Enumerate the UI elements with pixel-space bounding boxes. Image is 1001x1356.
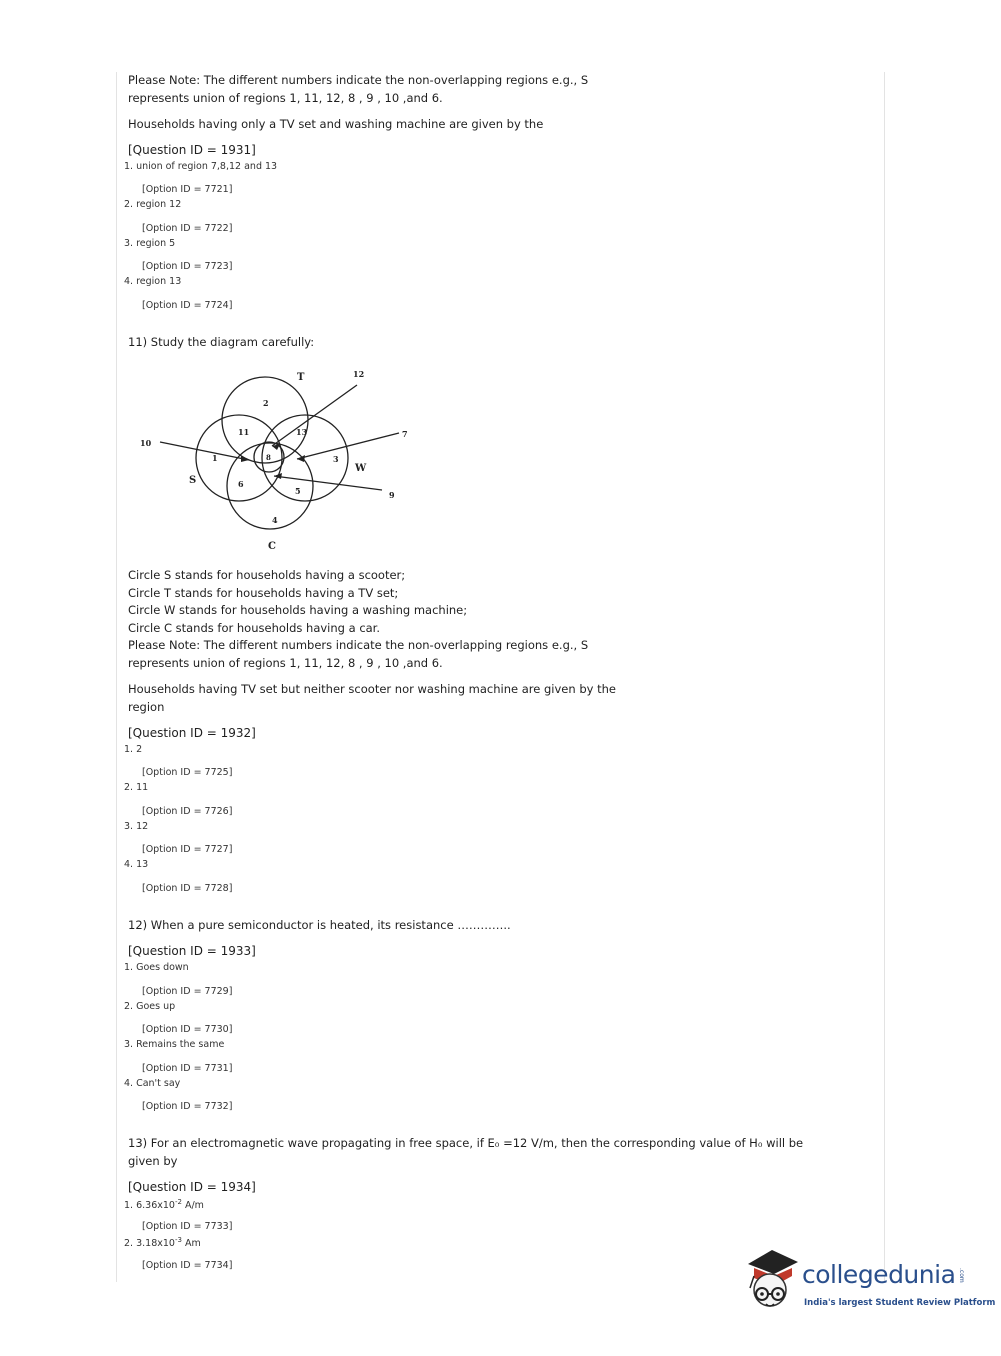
option-1[interactable]: 1. Goes down [124,962,189,973]
question-text: Households having only a TV set and washing machine are given by the [128,117,544,131]
label-s: S [189,475,197,486]
region-3: 3 [333,454,339,464]
region-10: 10 [140,438,152,448]
option-id: [Option ID = 7724] [142,300,233,311]
circle-definition: Circle S stands for households having a scooter; [128,568,406,582]
option-4[interactable]: 4. region 13 [124,276,182,287]
mascot-icon [740,1246,802,1316]
logo-wordmark: collegedunia [802,1260,956,1289]
note-line-2: represents union of regions 1, 11, 12, 8 , 9 , 10 ,and 6. [128,91,443,105]
label-c: C [268,541,276,552]
option-id: [Option ID = 7734] [142,1260,233,1271]
option-3[interactable]: 3. region 5 [124,238,176,249]
option-id: [Option ID = 7733] [142,1221,233,1232]
option-1[interactable]: 1. 2 [124,744,143,755]
question-13-heading: 13) For an electromagnetic wave propagating in free space, if E₀ =12 V/m, then the corresponding value of H₀ will be [128,1136,804,1150]
option-id: [Option ID = 7726] [142,806,233,817]
question-id: [Question ID = 1934] [128,1180,256,1194]
logo-domain: .com [958,1268,965,1283]
option-id: [Option ID = 7732] [142,1101,233,1112]
option-2[interactable]: 2. $3.18x10^{-3}$ Am [124,1236,201,1250]
option-2[interactable]: 2. region 12 [124,199,182,210]
circle-t [222,377,308,463]
option-2[interactable]: 2. 11 [124,782,149,793]
region-4: 4 [272,515,278,525]
option-2[interactable]: 2. Goes up [124,1001,176,1012]
circle-definition: Circle T stands for households having a TV set; [128,586,399,600]
page-right-border [884,72,885,1282]
circle-definition: Circle W stands for households having a washing machine; [128,603,468,617]
option-id: [Option ID = 7721] [142,184,233,195]
region-5: 5 [295,486,301,496]
collegedunia-logo[interactable] [740,1246,996,1316]
venn-diagram [132,362,422,557]
option-id: [Option ID = 7727] [142,844,233,855]
region-7: 7 [402,429,408,439]
question-id: [Question ID = 1933] [128,944,256,958]
region-11: 11 [238,427,250,437]
option-3[interactable]: 3. Remains the same [124,1039,225,1050]
option-id: [Option ID = 7730] [142,1024,233,1035]
region-9: 9 [389,490,395,500]
option-1[interactable]: 1. $6.36x10^{-2}$ A/m [124,1198,204,1212]
label-t: T [297,372,305,383]
region-6: 6 [238,479,244,489]
circle-definition: Circle C stands for households having a car. [128,621,381,635]
option-1[interactable]: 1. union of region 7,8,12 and 13 [124,161,278,172]
note-line-1: Please Note: The different numbers indicate the non-overlapping regions e.g., S [128,638,589,652]
question-13-heading-cont: given by [128,1154,178,1168]
option-3[interactable]: 3. 12 [124,821,149,832]
option-id: [Option ID = 7722] [142,223,233,234]
option-id: [Option ID = 7728] [142,883,233,894]
region-1: 1 [212,453,218,463]
pointer-12 [272,385,357,446]
question-id: [Question ID = 1932] [128,726,256,740]
option-4[interactable]: 4. Can't say [124,1078,181,1089]
region-12: 12 [353,369,365,379]
label-w: W [355,463,367,474]
region-8: 8 [266,453,271,462]
option-id: [Option ID = 7731] [142,1063,233,1074]
note-line-2: represents union of regions 1, 11, 12, 8 , 9 , 10 ,and 6. [128,656,443,670]
page-left-border [116,72,117,1282]
region-13: 13 [296,427,308,437]
region-2: 2 [263,398,269,408]
question-12-heading: 12) When a pure semiconductor is heated, its resistance ………….. [128,918,511,932]
option-id: [Option ID = 7729] [142,986,233,997]
option-id: [Option ID = 7725] [142,767,233,778]
question-11-heading: 11) Study the diagram carefully: [128,335,315,349]
option-id: [Option ID = 7723] [142,261,233,272]
question-text: Households having TV set but neither scooter nor washing machine are given by the [128,682,616,696]
note-line-1: Please Note: The different numbers indicate the non-overlapping regions e.g., S [128,73,589,87]
logo-tagline: India's largest Student Review Platform [804,1298,996,1308]
option-4[interactable]: 4. 13 [124,859,149,870]
question-text-cont: region [128,700,165,714]
pointer-9 [274,476,382,490]
question-id: [Question ID = 1931] [128,143,256,157]
